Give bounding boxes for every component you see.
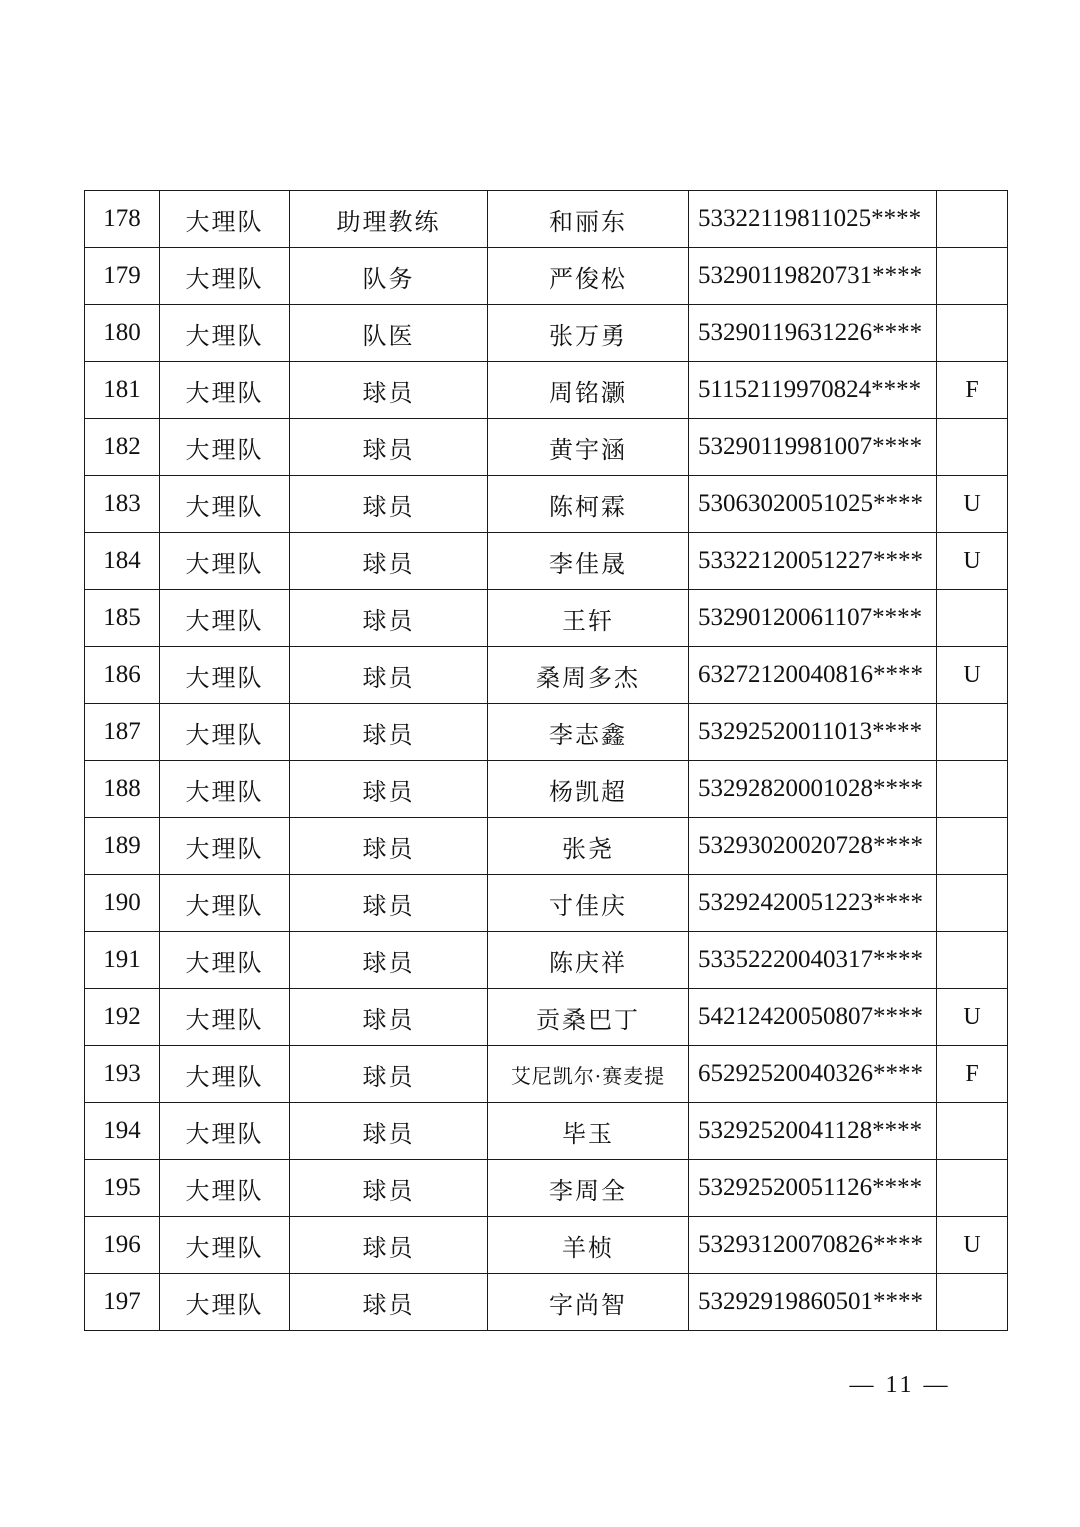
team-cell: 大理队: [160, 932, 290, 989]
team-cell: 大理队: [160, 590, 290, 647]
team-cell: 大理队: [160, 1274, 290, 1331]
role-cell: 球员: [290, 761, 488, 818]
flag-cell: [937, 191, 1008, 248]
team-cell: 大理队: [160, 419, 290, 476]
role-cell: 球员: [290, 362, 488, 419]
team-cell: 大理队: [160, 704, 290, 761]
id-number-cell: 51152119970824****: [689, 362, 937, 419]
roster-table: [84, 190, 1008, 1331]
team-cell: 大理队: [160, 305, 290, 362]
role-cell: 队医: [290, 305, 488, 362]
row-number: 185: [85, 590, 160, 647]
id-number-cell: 53292820001028****: [689, 761, 937, 818]
team-cell: 大理队: [160, 989, 290, 1046]
table-row: [85, 476, 1008, 533]
id-number-cell: 53292520011013****: [689, 704, 937, 761]
name-cell: 张万勇: [488, 305, 689, 362]
name-cell: 陈庆祥: [488, 932, 689, 989]
team-cell: 大理队: [160, 875, 290, 932]
role-cell: 球员: [290, 818, 488, 875]
id-number-cell: 53292420051223****: [689, 875, 937, 932]
name-cell: 李志鑫: [488, 704, 689, 761]
table-row: [85, 818, 1008, 875]
roster-body: [85, 191, 1008, 1331]
team-cell: 大理队: [160, 362, 290, 419]
role-cell: 球员: [290, 476, 488, 533]
table-row: [85, 1103, 1008, 1160]
id-number-cell: 53322119811025****: [689, 191, 937, 248]
id-number-cell: 53063020051025****: [689, 476, 937, 533]
flag-cell: F: [937, 362, 1008, 419]
row-number: 188: [85, 761, 160, 818]
row-number: 197: [85, 1274, 160, 1331]
id-number-cell: 53292919860501****: [689, 1274, 937, 1331]
row-number: 192: [85, 989, 160, 1046]
flag-cell: [937, 1103, 1008, 1160]
row-number: 179: [85, 248, 160, 305]
flag-cell: F: [937, 1046, 1008, 1103]
flag-cell: [937, 932, 1008, 989]
name-cell: 桑周多杰: [488, 647, 689, 704]
name-cell: 寸佳庆: [488, 875, 689, 932]
flag-cell: U: [937, 647, 1008, 704]
table-row: [85, 191, 1008, 248]
row-number: 189: [85, 818, 160, 875]
table-row: [85, 533, 1008, 590]
id-number-cell: 53290119820731****: [689, 248, 937, 305]
flag-cell: U: [937, 476, 1008, 533]
team-cell: 大理队: [160, 761, 290, 818]
table-row: [85, 590, 1008, 647]
table-row: [85, 989, 1008, 1046]
role-cell: 球员: [290, 1274, 488, 1331]
team-cell: 大理队: [160, 1160, 290, 1217]
id-number-cell: 65292520040326****: [689, 1046, 937, 1103]
flag-cell: [937, 419, 1008, 476]
team-cell: 大理队: [160, 1103, 290, 1160]
name-cell: 李周全: [488, 1160, 689, 1217]
role-cell: 球员: [290, 1103, 488, 1160]
table-row: [85, 1046, 1008, 1103]
team-cell: 大理队: [160, 248, 290, 305]
row-number: 190: [85, 875, 160, 932]
name-cell: 字尚智: [488, 1274, 689, 1331]
row-number: 191: [85, 932, 160, 989]
role-cell: 球员: [290, 1160, 488, 1217]
id-number-cell: 53290119981007****: [689, 419, 937, 476]
name-cell: 陈柯霖: [488, 476, 689, 533]
team-cell: 大理队: [160, 1046, 290, 1103]
table-row: [85, 647, 1008, 704]
row-number: 180: [85, 305, 160, 362]
row-number: 195: [85, 1160, 160, 1217]
flag-cell: [937, 248, 1008, 305]
table-row: [85, 932, 1008, 989]
table-row: [85, 419, 1008, 476]
flag-cell: [937, 704, 1008, 761]
row-number: 181: [85, 362, 160, 419]
id-number-cell: 63272120040816****: [689, 647, 937, 704]
name-cell: 艾尼凯尔·赛麦提: [488, 1046, 689, 1103]
team-cell: 大理队: [160, 476, 290, 533]
name-cell: 杨凯超: [488, 761, 689, 818]
team-cell: 大理队: [160, 1217, 290, 1274]
id-number-cell: 53290119631226****: [689, 305, 937, 362]
role-cell: 球员: [290, 875, 488, 932]
flag-cell: [937, 1160, 1008, 1217]
table-row: [85, 1160, 1008, 1217]
table-row: [85, 875, 1008, 932]
table-row: [85, 761, 1008, 818]
name-cell: 羊桢: [488, 1217, 689, 1274]
row-number: 184: [85, 533, 160, 590]
row-number: 183: [85, 476, 160, 533]
id-number-cell: 53293020020728****: [689, 818, 937, 875]
role-cell: 球员: [290, 533, 488, 590]
role-cell: 队务: [290, 248, 488, 305]
role-cell: 球员: [290, 647, 488, 704]
row-number: 194: [85, 1103, 160, 1160]
flag-cell: U: [937, 1217, 1008, 1274]
page-number: — 11 —: [849, 1372, 951, 1398]
table-row: [85, 704, 1008, 761]
team-cell: 大理队: [160, 533, 290, 590]
table-row: [85, 1217, 1008, 1274]
table-row: [85, 1274, 1008, 1331]
role-cell: 球员: [290, 419, 488, 476]
table-row: [85, 248, 1008, 305]
row-number: 186: [85, 647, 160, 704]
role-cell: 球员: [290, 932, 488, 989]
role-cell: 球员: [290, 590, 488, 647]
id-number-cell: 53352220040317****: [689, 932, 937, 989]
role-cell: 球员: [290, 989, 488, 1046]
role-cell: 助理教练: [290, 191, 488, 248]
name-cell: 张尧: [488, 818, 689, 875]
name-cell: 李佳晟: [488, 533, 689, 590]
id-number-cell: 53322120051227****: [689, 533, 937, 590]
team-cell: 大理队: [160, 191, 290, 248]
name-cell: 贡桑巴丁: [488, 989, 689, 1046]
role-cell: 球员: [290, 1217, 488, 1274]
id-number-cell: 53293120070826****: [689, 1217, 937, 1274]
role-cell: 球员: [290, 704, 488, 761]
flag-cell: [937, 305, 1008, 362]
name-cell: 严俊松: [488, 248, 689, 305]
name-cell: 周铭灏: [488, 362, 689, 419]
flag-cell: [937, 1274, 1008, 1331]
name-cell: 毕玉: [488, 1103, 689, 1160]
row-number: 178: [85, 191, 160, 248]
team-cell: 大理队: [160, 647, 290, 704]
flag-cell: [937, 875, 1008, 932]
row-number: 182: [85, 419, 160, 476]
flag-cell: [937, 818, 1008, 875]
name-cell: 黄宇涵: [488, 419, 689, 476]
flag-cell: [937, 761, 1008, 818]
row-number: 193: [85, 1046, 160, 1103]
id-number-cell: 53292520051126****: [689, 1160, 937, 1217]
table-row: [85, 305, 1008, 362]
row-number: 196: [85, 1217, 160, 1274]
row-number: 187: [85, 704, 160, 761]
table-row: [85, 362, 1008, 419]
name-cell: 王轩: [488, 590, 689, 647]
role-cell: 球员: [290, 1046, 488, 1103]
id-number-cell: 54212420050807****: [689, 989, 937, 1046]
flag-cell: U: [937, 533, 1008, 590]
id-number-cell: 53290120061107****: [689, 590, 937, 647]
id-number-cell: 53292520041128****: [689, 1103, 937, 1160]
name-cell: 和丽东: [488, 191, 689, 248]
team-cell: 大理队: [160, 818, 290, 875]
flag-cell: U: [937, 989, 1008, 1046]
flag-cell: [937, 590, 1008, 647]
